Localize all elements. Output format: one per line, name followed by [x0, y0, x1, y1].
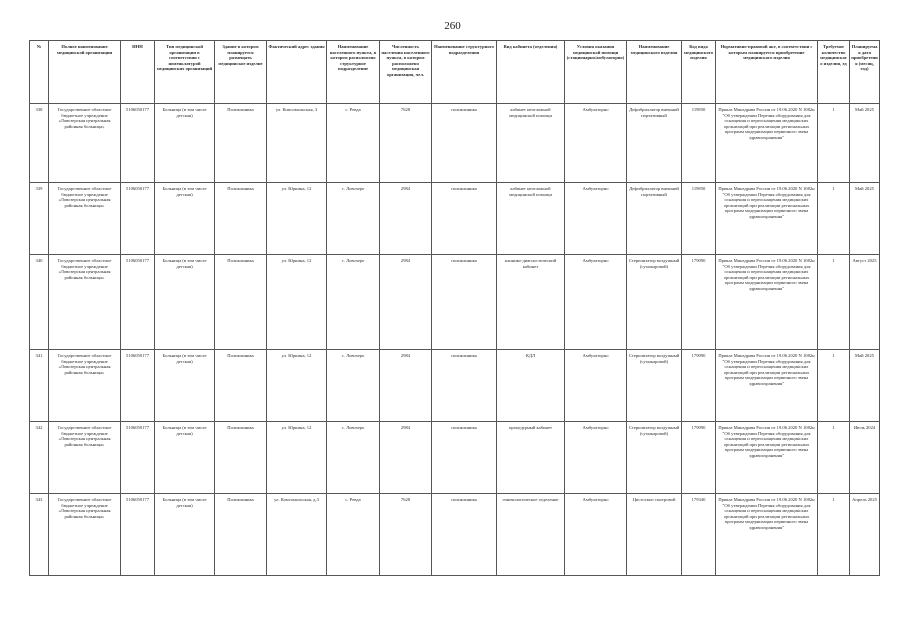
cell-org-type: Больница (в том числе детская) — [155, 350, 215, 422]
table-row — [30, 494, 880, 576]
cell-org-name: Государственное областное бюджетное учреждение «Ловозерская центральная районная больница» — [49, 494, 121, 576]
cell-address: ул. Комсомольская, д.3 — [267, 494, 327, 576]
cell-division: поликлиника — [432, 183, 497, 255]
cell-quantity: 1 — [818, 494, 850, 576]
cell-quantity: 1 — [818, 183, 850, 255]
cell-cabinet-type: гинекологическое отделение — [497, 494, 565, 576]
cell-purchase-date: Май 2025 — [850, 350, 880, 422]
cell-division: поликлиника — [432, 255, 497, 350]
cell-population: 2984 — [380, 183, 432, 255]
cell-purchase-date: Август 2025 — [850, 255, 880, 350]
cell-number: 340 — [30, 255, 49, 350]
cell-population: 7628 — [380, 494, 432, 576]
cell-address: ул. Юркина, 12 — [267, 255, 327, 350]
cell-device-code: 119850 — [682, 104, 716, 183]
header-cabinet-type: Вид кабинета (отделения) — [497, 41, 565, 104]
cell-device-name: Дефибриллятор внешний портативный — [627, 183, 682, 255]
cell-division: поликлиника — [432, 494, 497, 576]
cell-population: 2984 — [380, 422, 432, 494]
cell-inn: 5106050177 — [121, 422, 155, 494]
cell-org-type: Больница (в том числе детская) — [155, 494, 215, 576]
cell-device-name: Цистоскоп смотровой — [627, 494, 682, 576]
header-inn: ИНН — [121, 41, 155, 104]
page-number: 260 — [444, 20, 461, 32]
cell-number: 338 — [30, 104, 49, 183]
cell-cabinet-type: КДЛ — [497, 350, 565, 422]
cell-number: 343 — [30, 494, 49, 576]
cell-org-type: Больница (в том числе детская) — [155, 255, 215, 350]
table-row — [30, 104, 880, 183]
cell-building: Поликлиника — [215, 422, 267, 494]
cell-cabinet-type: кабинет неотложной медицинской помощи — [497, 183, 565, 255]
cell-quantity: 1 — [818, 104, 850, 183]
cell-inn: 5106050177 — [121, 494, 155, 576]
cell-number: 341 — [30, 350, 49, 422]
header-address: Фактический адрес здания — [267, 41, 327, 104]
cell-locality: с. Ловозеро — [327, 350, 380, 422]
cell-legal-act: Приказ Минздрава России от 19.06.2020 N 1082н "Об утверждении Перечня оборудования для оснащения и переоснащения медицинских организаций при реализации региональных программ модернизации первичного звена здравоохранения" — [716, 422, 818, 494]
header-population: Численность населения населенного пункта, в котором расположено медицинская организация, чел. — [380, 41, 432, 104]
cell-org-type: Больница (в том числе детская) — [155, 422, 215, 494]
cell-care-conditions: Амбулаторно — [565, 350, 627, 422]
cell-legal-act: Приказ Минздрава России от 19.06.2020 N 1082н "Об утверждении Перечня оборудования для оснащения и переоснащения медицинских организаций при реализации региональных программ модернизации первичного звена здравоохранения" — [716, 350, 818, 422]
cell-device-name: Стерилизатор воздушный (сухожаровой) — [627, 422, 682, 494]
cell-legal-act: Приказ Минздрава России от 19.06.2020 N 1082н "Об утверждении Перечня оборудования для оснащения и переоснащения медицинских организаций при реализации региональных программ модернизации первичного звена здравоохранения" — [716, 255, 818, 350]
cell-org-name: Государственное областное бюджетное учреждение «Ловозерская центральная районная больница» — [49, 255, 121, 350]
cell-care-conditions: Амбулаторно — [565, 422, 627, 494]
header-quantity: Требуемое количество медицинского изделия, ед — [818, 41, 850, 104]
cell-device-name: Дефибриллятор внешний портативный — [627, 104, 682, 183]
cell-legal-act: Приказ Минздрава России от 19.06.2020 N 1082н "Об утверждении Перечня оборудования для оснащения и переоснащения медицинских организаций при реализации региональных программ модернизации первичного звена здравоохранения" — [716, 494, 818, 576]
cell-quantity: 1 — [818, 255, 850, 350]
cell-care-conditions: Амбулаторно — [565, 104, 627, 183]
cell-org-type: Больница (в том числе детская) — [155, 104, 215, 183]
table-row — [30, 183, 880, 255]
cell-inn: 5106050177 — [121, 183, 155, 255]
cell-quantity: 1 — [818, 422, 850, 494]
cell-inn: 5106050177 — [121, 350, 155, 422]
header-building: Здание в котором планируется размещать медицинское изделие — [215, 41, 267, 104]
cell-locality: с. Ловозеро — [327, 183, 380, 255]
header-device-name: Наименование медицинского изделия — [627, 41, 682, 104]
cell-locality: с. Ловозеро — [327, 422, 380, 494]
cell-population: 2984 — [380, 255, 432, 350]
cell-device-name: Стерилизатор воздушный (сухожаровой) — [627, 255, 682, 350]
cell-purchase-date: Июль 2024 — [850, 422, 880, 494]
cell-building: Поликлиника — [215, 104, 267, 183]
cell-device-name: Стерилизатор воздушный (сухожаровой) — [627, 350, 682, 422]
cell-division: поликлиника — [432, 350, 497, 422]
header-care-conditions: Условия оказания медицинской помощи (стационарно/амбулаторно) — [565, 41, 627, 104]
cell-purchase-date: Май 2025 — [850, 104, 880, 183]
cell-address: ул. Юркина, 12 — [267, 350, 327, 422]
header-legal-act: Нормативно-правовой акт, в соответствии с которым планируется приобретение медицинского изделия — [716, 41, 818, 104]
cell-division: поликлиника — [432, 422, 497, 494]
cell-locality: с. Ревда — [327, 494, 380, 576]
cell-cabinet-type: процедурный кабинет — [497, 422, 565, 494]
header-division: Наименование структурного подразделения — [432, 41, 497, 104]
cell-population: 7628 — [380, 104, 432, 183]
cell-division: поликлиника — [432, 104, 497, 183]
cell-address: ул. Юркина, 12 — [267, 183, 327, 255]
cell-purchase-date: Апрель 2025 — [850, 494, 880, 576]
cell-inn: 5106050177 — [121, 255, 155, 350]
cell-org-type: Больница (в том числе детская) — [155, 183, 215, 255]
cell-org-name: Государственное областное бюджетное учреждение «Ловозерская центральная районная больница» — [49, 104, 121, 183]
cell-org-name: Государственное областное бюджетное учреждение «Ловозерская центральная районная больница» — [49, 422, 121, 494]
cell-address: ул. Комсомольская, 3 — [267, 104, 327, 183]
cell-cabinet-type: кабинет неотложной медицинской помощи — [497, 104, 565, 183]
cell-org-name: Государственное областное бюджетное учреждение «Ловозерская центральная районная больница» — [49, 183, 121, 255]
cell-locality: с. Ревда — [327, 104, 380, 183]
cell-cabinet-type: клинико-диагностический кабинет — [497, 255, 565, 350]
header-device-code: Код вида медицинского изделия — [682, 41, 716, 104]
cell-legal-act: Приказ Минздрава России от 19.06.2020 N 1082н "Об утверждении Перечня оборудования для оснащения и переоснащения медицинских организаций при реализации региональных программ модернизации первичного звена здравоохранения" — [716, 104, 818, 183]
cell-quantity: 1 — [818, 350, 850, 422]
cell-device-code: 119850 — [682, 183, 716, 255]
table-row — [30, 350, 880, 422]
cell-device-code: 179090 — [682, 350, 716, 422]
table-row — [30, 255, 880, 350]
header-purchase-date: Планируемая дата приобретения (месяц, год) — [850, 41, 880, 104]
cell-care-conditions: Амбулаторно — [565, 255, 627, 350]
header-org-name: Полное наименование медицинской организации — [49, 41, 121, 104]
cell-building: Поликлиника — [215, 183, 267, 255]
cell-device-code: 179090 — [682, 255, 716, 350]
cell-device-code: 179090 — [682, 422, 716, 494]
cell-building: Поликлиника — [215, 255, 267, 350]
equipment-table — [29, 40, 880, 576]
cell-locality: с. Ловозеро — [327, 255, 380, 350]
header-number: № — [30, 41, 49, 104]
cell-number: 342 — [30, 422, 49, 494]
cell-purchase-date: Май 2025 — [850, 183, 880, 255]
cell-building: Поликлиника — [215, 494, 267, 576]
cell-care-conditions: Амбулаторно — [565, 183, 627, 255]
cell-population: 2984 — [380, 350, 432, 422]
cell-inn: 5106050177 — [121, 104, 155, 183]
header-org-type: Тип медицинской организации в соответствии с номенклатурой медицинских организаций — [155, 41, 215, 104]
cell-device-code: 179340 — [682, 494, 716, 576]
table-row — [30, 422, 880, 494]
cell-number: 339 — [30, 183, 49, 255]
table-header-row — [30, 41, 880, 104]
cell-legal-act: Приказ Минздрава России от 19.06.2020 N 1082н "Об утверждении Перечня оборудования для оснащения и переоснащения медицинских организаций при реализации региональных программ модернизации первичного звена здравоохранения" — [716, 183, 818, 255]
cell-org-name: Государственное областное бюджетное учреждение «Ловозерская центральная районная больница» — [49, 350, 121, 422]
header-locality: Наименование населенного пункта, в котором расположено структурное подразделение — [327, 41, 380, 104]
cell-building: Поликлиника — [215, 350, 267, 422]
cell-address: ул. Юркина, 12 — [267, 422, 327, 494]
cell-care-conditions: Амбулаторно — [565, 494, 627, 576]
